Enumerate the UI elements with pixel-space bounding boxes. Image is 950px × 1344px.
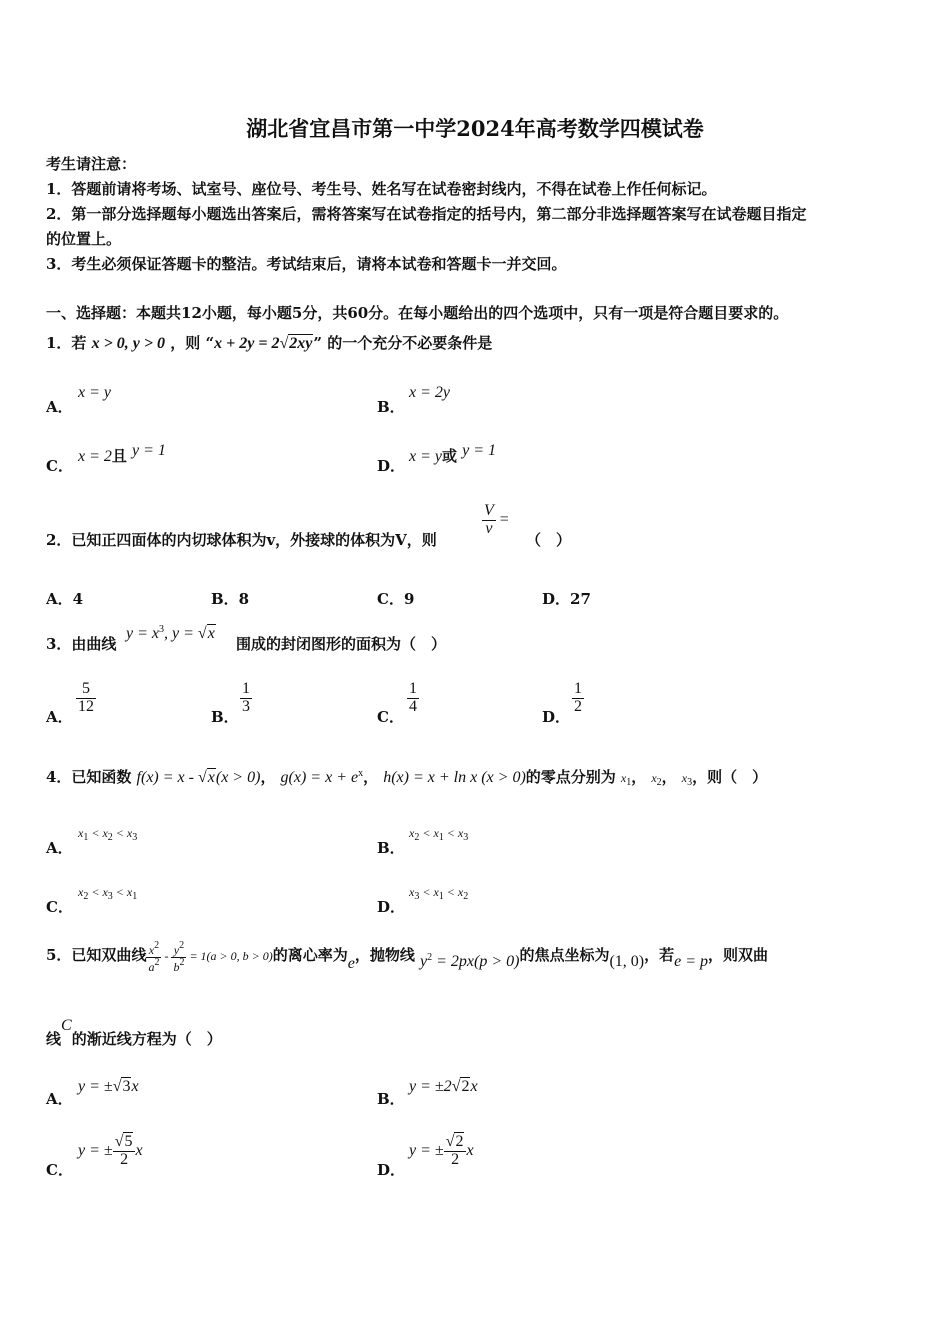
q3-option-a-label: A． bbox=[46, 708, 73, 726]
q4-prefix: 4．已知函数 bbox=[46, 768, 132, 786]
q5-option-c-label: C． bbox=[46, 1161, 73, 1179]
q4-option-a bbox=[78, 826, 137, 843]
q5-para-rest: = 2px(p > 0) bbox=[432, 952, 520, 970]
q3-curves: $y = x^3$, y = √x bbox=[126, 624, 215, 642]
q4-d-s3: 2 bbox=[463, 891, 469, 902]
q5-para: ，抛物线 bbox=[354, 945, 415, 964]
q4-x1-var: x bbox=[620, 771, 627, 785]
q4-c-x3: x bbox=[126, 885, 133, 899]
page-title: 湖北省宜昌市第一中学2024年高考数学四模试卷 bbox=[246, 116, 704, 141]
q2-frac-num: V bbox=[484, 502, 494, 519]
q3-d-num: 1 bbox=[574, 680, 582, 697]
q5-option-a-label: A． bbox=[46, 1090, 73, 1108]
q3-curve1: y = x bbox=[126, 625, 159, 642]
q4-option-a-label: A． bbox=[46, 839, 73, 857]
q4-b-s2: 1 bbox=[438, 832, 444, 843]
q5-option-b: y = ±2√2x bbox=[409, 1078, 478, 1095]
q1-prefix: 1．若 bbox=[46, 334, 87, 352]
q4-sep-2: ， bbox=[661, 768, 677, 786]
q5-option-a: y = ±√3x bbox=[78, 1078, 139, 1095]
q4-b-x1: x bbox=[409, 826, 415, 840]
q5-option-b-label: B． bbox=[377, 1090, 405, 1108]
q5-ruo: ，若 bbox=[644, 945, 675, 964]
q5-option-d-label: D． bbox=[377, 1161, 406, 1179]
q2-option-c: C．9 bbox=[377, 590, 415, 608]
q4-c-lt2: < bbox=[112, 885, 127, 899]
q4-a-s2: 2 bbox=[107, 832, 113, 843]
q3-c-num: 1 bbox=[409, 680, 417, 697]
q5-hx-num: x bbox=[148, 943, 155, 957]
q4-mid: 的零点分别为 bbox=[525, 768, 616, 786]
q3-a-num: 5 bbox=[76, 681, 96, 699]
q3-option-d-label: D． bbox=[542, 708, 571, 726]
q3-option-c-label: C． bbox=[377, 708, 404, 726]
q5-hy-den: b bbox=[173, 959, 180, 974]
q4-option-b-label: B． bbox=[377, 839, 405, 857]
q5-a-x: x bbox=[131, 1078, 139, 1095]
q4-f-expr: f(x) = x - bbox=[136, 769, 198, 786]
q4-c-lt1: < bbox=[88, 885, 103, 899]
q2-text: 2．已知正四面体的内切球体积为v，外接球的体积为V，则 bbox=[46, 531, 437, 549]
q5-b-x: x bbox=[470, 1078, 478, 1095]
q5-minus: - bbox=[161, 948, 172, 963]
q1-eq-radicand: 2xy bbox=[289, 335, 313, 352]
q4-d-lt2: < bbox=[443, 885, 458, 899]
q5-hy-exp: 2 bbox=[179, 940, 185, 951]
q4-a-s1: 1 bbox=[83, 832, 89, 843]
q1-option-a-label: A． bbox=[46, 398, 73, 416]
q4-d-x2: x bbox=[433, 885, 439, 899]
q4-x3-var: x bbox=[681, 771, 688, 785]
q4-c-s3: 1 bbox=[132, 891, 138, 902]
q4-d-lt1: < bbox=[419, 885, 434, 899]
q4-d-x1: x bbox=[409, 885, 415, 899]
q4-b-s1: 2 bbox=[414, 832, 420, 843]
q5-C: C bbox=[61, 1017, 72, 1034]
q1-option-d-label: D． bbox=[377, 457, 406, 475]
q1-eq-left: x + 2y = 2 bbox=[214, 335, 280, 352]
q4-a-x2: x bbox=[102, 826, 108, 840]
q3-option-d bbox=[572, 681, 584, 716]
q4-c-x2: x bbox=[102, 885, 108, 899]
q5-c-pre: y = ± bbox=[78, 1141, 113, 1159]
q4-g-expr: g(x) = x + e bbox=[280, 769, 359, 786]
q4-suffix: ，则（ ） bbox=[692, 768, 768, 786]
q5-d-den: 2 bbox=[451, 1150, 460, 1168]
q1-option-c-label: C． bbox=[46, 457, 73, 475]
q3-a-den: 12 bbox=[78, 697, 94, 715]
q4-a-x1: x bbox=[78, 826, 84, 840]
q4-d-x3: x bbox=[457, 885, 464, 899]
q3-c-den: 4 bbox=[409, 697, 417, 715]
q4-option-d bbox=[409, 885, 468, 902]
question-4 bbox=[46, 766, 767, 788]
q5-d-pre: y = ± bbox=[409, 1141, 444, 1159]
q1-option-d bbox=[409, 442, 497, 466]
q5-option-c: y = ± $\frac{√5}{2}$ x bbox=[78, 1133, 143, 1168]
notice-item-3: 3．考生必须保证答题卡的整洁。考试结束后，请将本试卷和答题卡一并交回。 bbox=[46, 255, 567, 273]
q5-c-x: x bbox=[135, 1141, 143, 1159]
q2-option-b: B．8 bbox=[211, 590, 250, 608]
q1-c-and: 且 bbox=[111, 447, 127, 465]
notice-item-2-cont: 的位置上。 bbox=[46, 230, 122, 248]
q5-b-pre: y = ±2 bbox=[409, 1078, 452, 1095]
q3-curve2-radicand: x bbox=[207, 625, 215, 642]
q4-g bbox=[281, 769, 364, 786]
q5-b-rad: 2 bbox=[461, 1078, 470, 1095]
q4-x2-sub: 2 bbox=[656, 777, 662, 788]
q4-x3-sub: 3 bbox=[687, 777, 693, 788]
q4-b-lt1: < bbox=[419, 826, 434, 840]
q3-prefix: 3．由曲线 bbox=[46, 635, 117, 653]
q5-line2-b: 的渐近线方程为（ ） bbox=[71, 1030, 222, 1048]
question-1 bbox=[46, 332, 492, 353]
q3-b-den: 3 bbox=[242, 697, 250, 715]
q4-option-c-label: C． bbox=[46, 898, 73, 916]
q4-c-x1: x bbox=[78, 885, 84, 899]
q3-suffix: 围成的封闭图形的面积为（ ） bbox=[236, 635, 447, 653]
q5-d-rad: 2 bbox=[455, 1133, 464, 1150]
q4-a-lt2: < bbox=[112, 826, 127, 840]
q4-sep-1: ， bbox=[631, 768, 647, 786]
q5-a-rad: 3 bbox=[122, 1078, 131, 1095]
q1-option-a: x = y bbox=[78, 384, 111, 401]
q1-option-c bbox=[78, 442, 166, 466]
q5-focus: 的焦点坐标为 bbox=[519, 945, 610, 964]
q5-line2 bbox=[46, 1014, 222, 1048]
q4-d-s1: 3 bbox=[414, 891, 420, 902]
q5-c-den: 2 bbox=[120, 1150, 129, 1168]
question-5 bbox=[46, 941, 768, 973]
q3-d-den: 2 bbox=[574, 697, 582, 715]
q4-h: h(x) = x + ln x (x > 0) bbox=[383, 769, 526, 786]
q5-a-pre: y = ± bbox=[78, 1078, 113, 1095]
q3-curve2: , y = bbox=[164, 625, 198, 642]
q5-focus-point: (1, 0) bbox=[609, 952, 645, 970]
q4-option-d-label: D． bbox=[377, 898, 406, 916]
q1-d-part1: x = y bbox=[409, 448, 442, 465]
q5-d-x: x bbox=[466, 1141, 474, 1159]
q3-option-b bbox=[240, 681, 252, 716]
q1-c-part2: y = 1 bbox=[132, 442, 166, 459]
q4-g-exp: x bbox=[358, 768, 364, 779]
q5-ecc: 的离心率为 bbox=[272, 945, 348, 964]
q5-option-d: y = ± $\frac{√2}{2}$ x bbox=[409, 1133, 474, 1168]
notice-heading: 考生请注意： bbox=[46, 155, 137, 173]
q2-option-a: A．4 bbox=[46, 590, 84, 608]
q1-open-quote: “ bbox=[205, 334, 215, 352]
q4-a-lt1: < bbox=[88, 826, 103, 840]
q3-option-c bbox=[407, 681, 419, 716]
q5-hy-num: y bbox=[173, 943, 180, 957]
q2-fraction bbox=[482, 503, 509, 538]
q4-comma-2: ， bbox=[363, 768, 379, 786]
q4-x1-sub: 1 bbox=[626, 777, 632, 788]
q4-f-radicand: x bbox=[207, 769, 215, 786]
q3-curve1-exp: 3 bbox=[159, 624, 164, 635]
q1-condition: x > 0, y > 0 bbox=[91, 335, 166, 352]
q4-x1 bbox=[620, 771, 632, 788]
q5-h-rest: = 1(a > 0, b > 0) bbox=[186, 948, 273, 963]
q5-hx-exp: 2 bbox=[154, 940, 160, 951]
q5-hxd-exp: 2 bbox=[154, 956, 160, 968]
q5-parabola bbox=[420, 953, 519, 970]
q5-c-rad: 5 bbox=[124, 1133, 133, 1150]
q4-b-s3: 3 bbox=[463, 832, 469, 843]
q4-x2 bbox=[651, 771, 662, 788]
notice-item-2: 2．第一部分选择题每小题选出答案后，需将答案写在试卷指定的括号内，第二部分非选择题答案写在试卷题目指定 bbox=[46, 205, 807, 223]
q2-paren: （ ） bbox=[526, 531, 572, 549]
q4-f: f(x) = x - √x(x > 0) bbox=[136, 769, 261, 786]
q4-f-domain: (x > 0) bbox=[215, 769, 261, 786]
q1-d-part2: y = 1 bbox=[462, 442, 497, 459]
q3-b-num: 1 bbox=[242, 680, 250, 697]
q5-line2-a: 线 bbox=[46, 1030, 62, 1048]
q4-c-s2: 3 bbox=[107, 891, 113, 902]
q2-option-d: D．27 bbox=[542, 590, 591, 608]
q5-e: e bbox=[347, 954, 355, 972]
q5-hx-den: a bbox=[148, 959, 155, 974]
q1-equation: x + 2y = 2√2xy bbox=[214, 335, 313, 352]
q4-comma-1: ， bbox=[260, 768, 276, 786]
q1-option-b: x = 2y bbox=[409, 384, 450, 401]
q4-x3 bbox=[681, 771, 693, 788]
q4-c-s1: 2 bbox=[83, 891, 89, 902]
q1-c-part1: x = 2 bbox=[78, 448, 112, 465]
q5-ep: e = p bbox=[674, 952, 709, 970]
q1-option-b-label: B． bbox=[377, 398, 405, 416]
q4-b-x3: x bbox=[457, 826, 464, 840]
q5-prefix: 5．已知双曲线 bbox=[46, 945, 147, 964]
q3-option-b-label: B． bbox=[211, 708, 239, 726]
q4-x2-var: x bbox=[651, 771, 657, 785]
q2-equals: = bbox=[499, 510, 509, 528]
notice-item-1: 1．答题前请将考场、试室号、座位号、考生号、姓名写在试卷密封线内，不得在试卷上作任何标记。 bbox=[46, 180, 717, 198]
q1-mid: ，则 bbox=[170, 334, 201, 352]
q1-d-or: 或 bbox=[442, 447, 458, 465]
q5-para-y: y bbox=[419, 952, 428, 970]
q5-then: ，则双曲 bbox=[708, 945, 769, 964]
section-heading: 一、选择题：本题共12小题，每小题5分，共60分。在每小题给出的四个选项中，只有一项是符合题目要求的。 bbox=[46, 304, 789, 322]
q3-option-a bbox=[76, 681, 96, 716]
q5-hyd-exp: 2 bbox=[179, 956, 185, 968]
q4-a-s3: 3 bbox=[132, 832, 138, 843]
q1-close-quote: ” bbox=[313, 334, 323, 352]
q1-suffix: 的一个充分不必要条件是 bbox=[327, 334, 493, 352]
q4-b-lt2: < bbox=[443, 826, 458, 840]
q2-frac-den: v bbox=[485, 519, 493, 537]
q5-hyperbola bbox=[146, 940, 273, 974]
q4-d-s2: 1 bbox=[438, 891, 444, 902]
q4-option-b bbox=[409, 826, 468, 843]
q5-para-exp: 2 bbox=[427, 951, 433, 963]
q4-b-x2: x bbox=[433, 826, 439, 840]
q4-a-x3: x bbox=[126, 826, 133, 840]
q4-option-c bbox=[78, 885, 137, 902]
